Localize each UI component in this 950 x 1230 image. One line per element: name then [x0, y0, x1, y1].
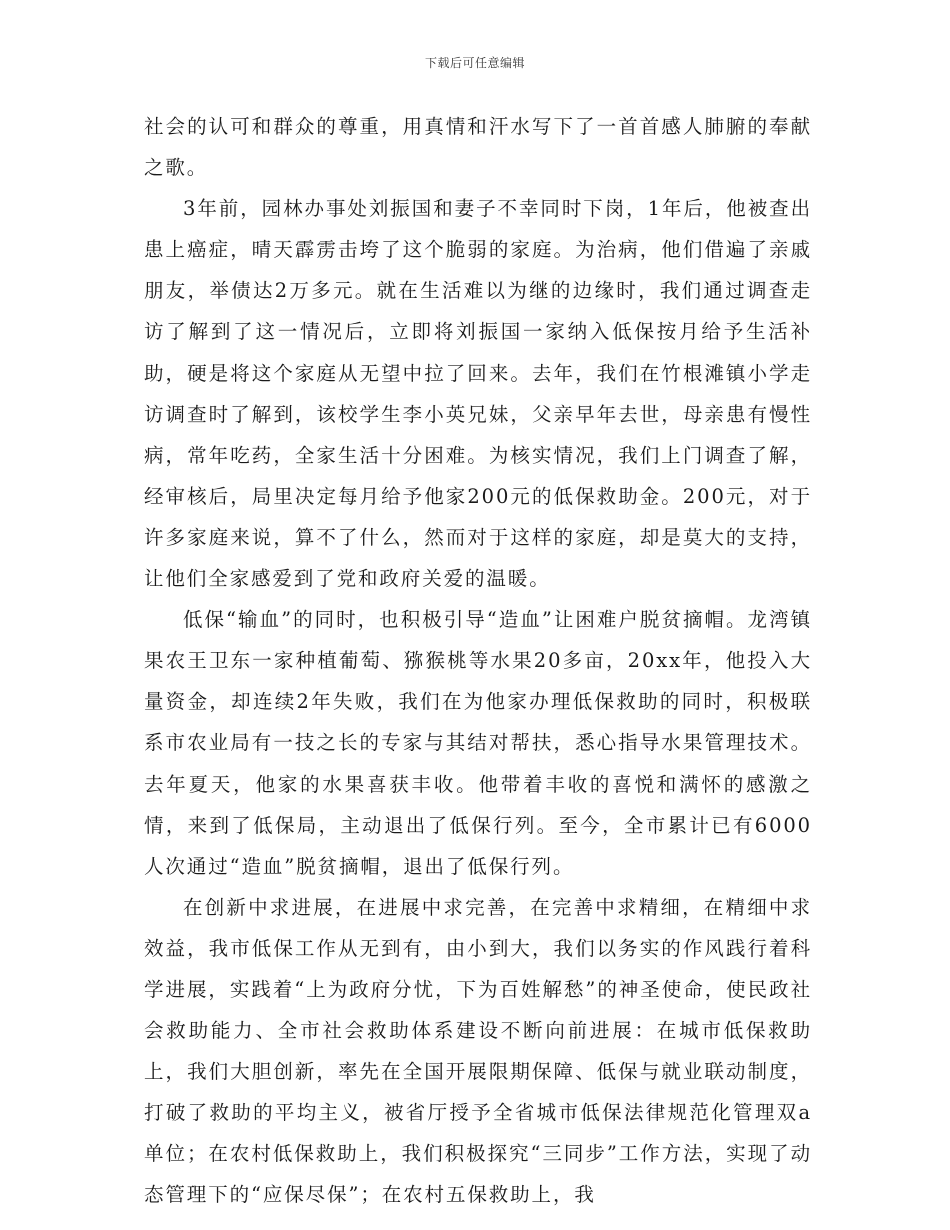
page-header: 下载后可任意编辑 [424, 56, 525, 70]
paragraph-3: 低保“输血”的同时，也积极引导“造血”让困难户脱贫摘帽。龙湾镇果农王卫东一家种植葡萄、猕猴桃等水果20多亩，20xx年，他投入大量资金，却连续2年失败，我们在为他家办理低保救助的同时，积极联系市农业局有一技之长的专家与其结对帮扶，悉心指导水果管理技术。去年夏天，他家的水果喜获丰收。他带着丰收的喜悦和满怀的感激之情，来到了低保局，主动退出了低保行列。至今，全市累计已有6000人次通过“造血”脱贫摘帽，退出了低保行列。 [144, 608, 812, 878]
paragraph-1: 社会的认可和群众的尊重，用真情和汗水写下了一首首感人肺腑的奉献之歌。 [144, 115, 812, 180]
document-body [144, 106, 812, 1216]
paragraph-4: 在创新中求进展，在进展中求完善，在完善中求精细，在精细中求效益，我市低保工作从无到有，由小到大，我们以务实的作风践行着科学进展，实践着“上为政府分忧，下为百姓解愁”的神圣使命，使民政社会救助能力、全市社会救助体系建设不断向前进展：在城市低保救助上，我们大胆创新，率先在全国开展限期保障、低保与就业联动制度，打破了救助的平均主义，被省厅授予全省城市低保法律规范化管理双a单位；在农村低保救助上，我们积极探究“三同步”工作方法，实现了动态管理下的“应保尽保”；在农村五保救助上，我 [144, 895, 812, 1207]
paragraph-2: 3年前，园林办事处刘振国和妻子不幸同时下岗，1年后，他被查出患上癌症，晴天霹雳击垮了这个脆弱的家庭。为治病，他们借遍了亲戚朋友，举债达2万多元。就在生活难以为继的边缘时，我们通过调查走访了解到了这一情况后，立即将刘振国一家纳入低保按月给予生活补助，硬是将这个家庭从无望中拉了回来。去年，我们在竹根滩镇小学走访调查时了解到，该校学生李小英兄妹，父亲早年去世，母亲患有慢性病，常年吃药，全家生活十分困难。为核实情况，我们上门调查了解，经审核后，局里决定每月给予他家200元的低保救助金。200元，对于许多家庭来说，算不了什么，然而对于这样的家庭，却是莫大的支持，让他们全家感爱到了党和政府关爱的温暖。 [144, 197, 812, 591]
